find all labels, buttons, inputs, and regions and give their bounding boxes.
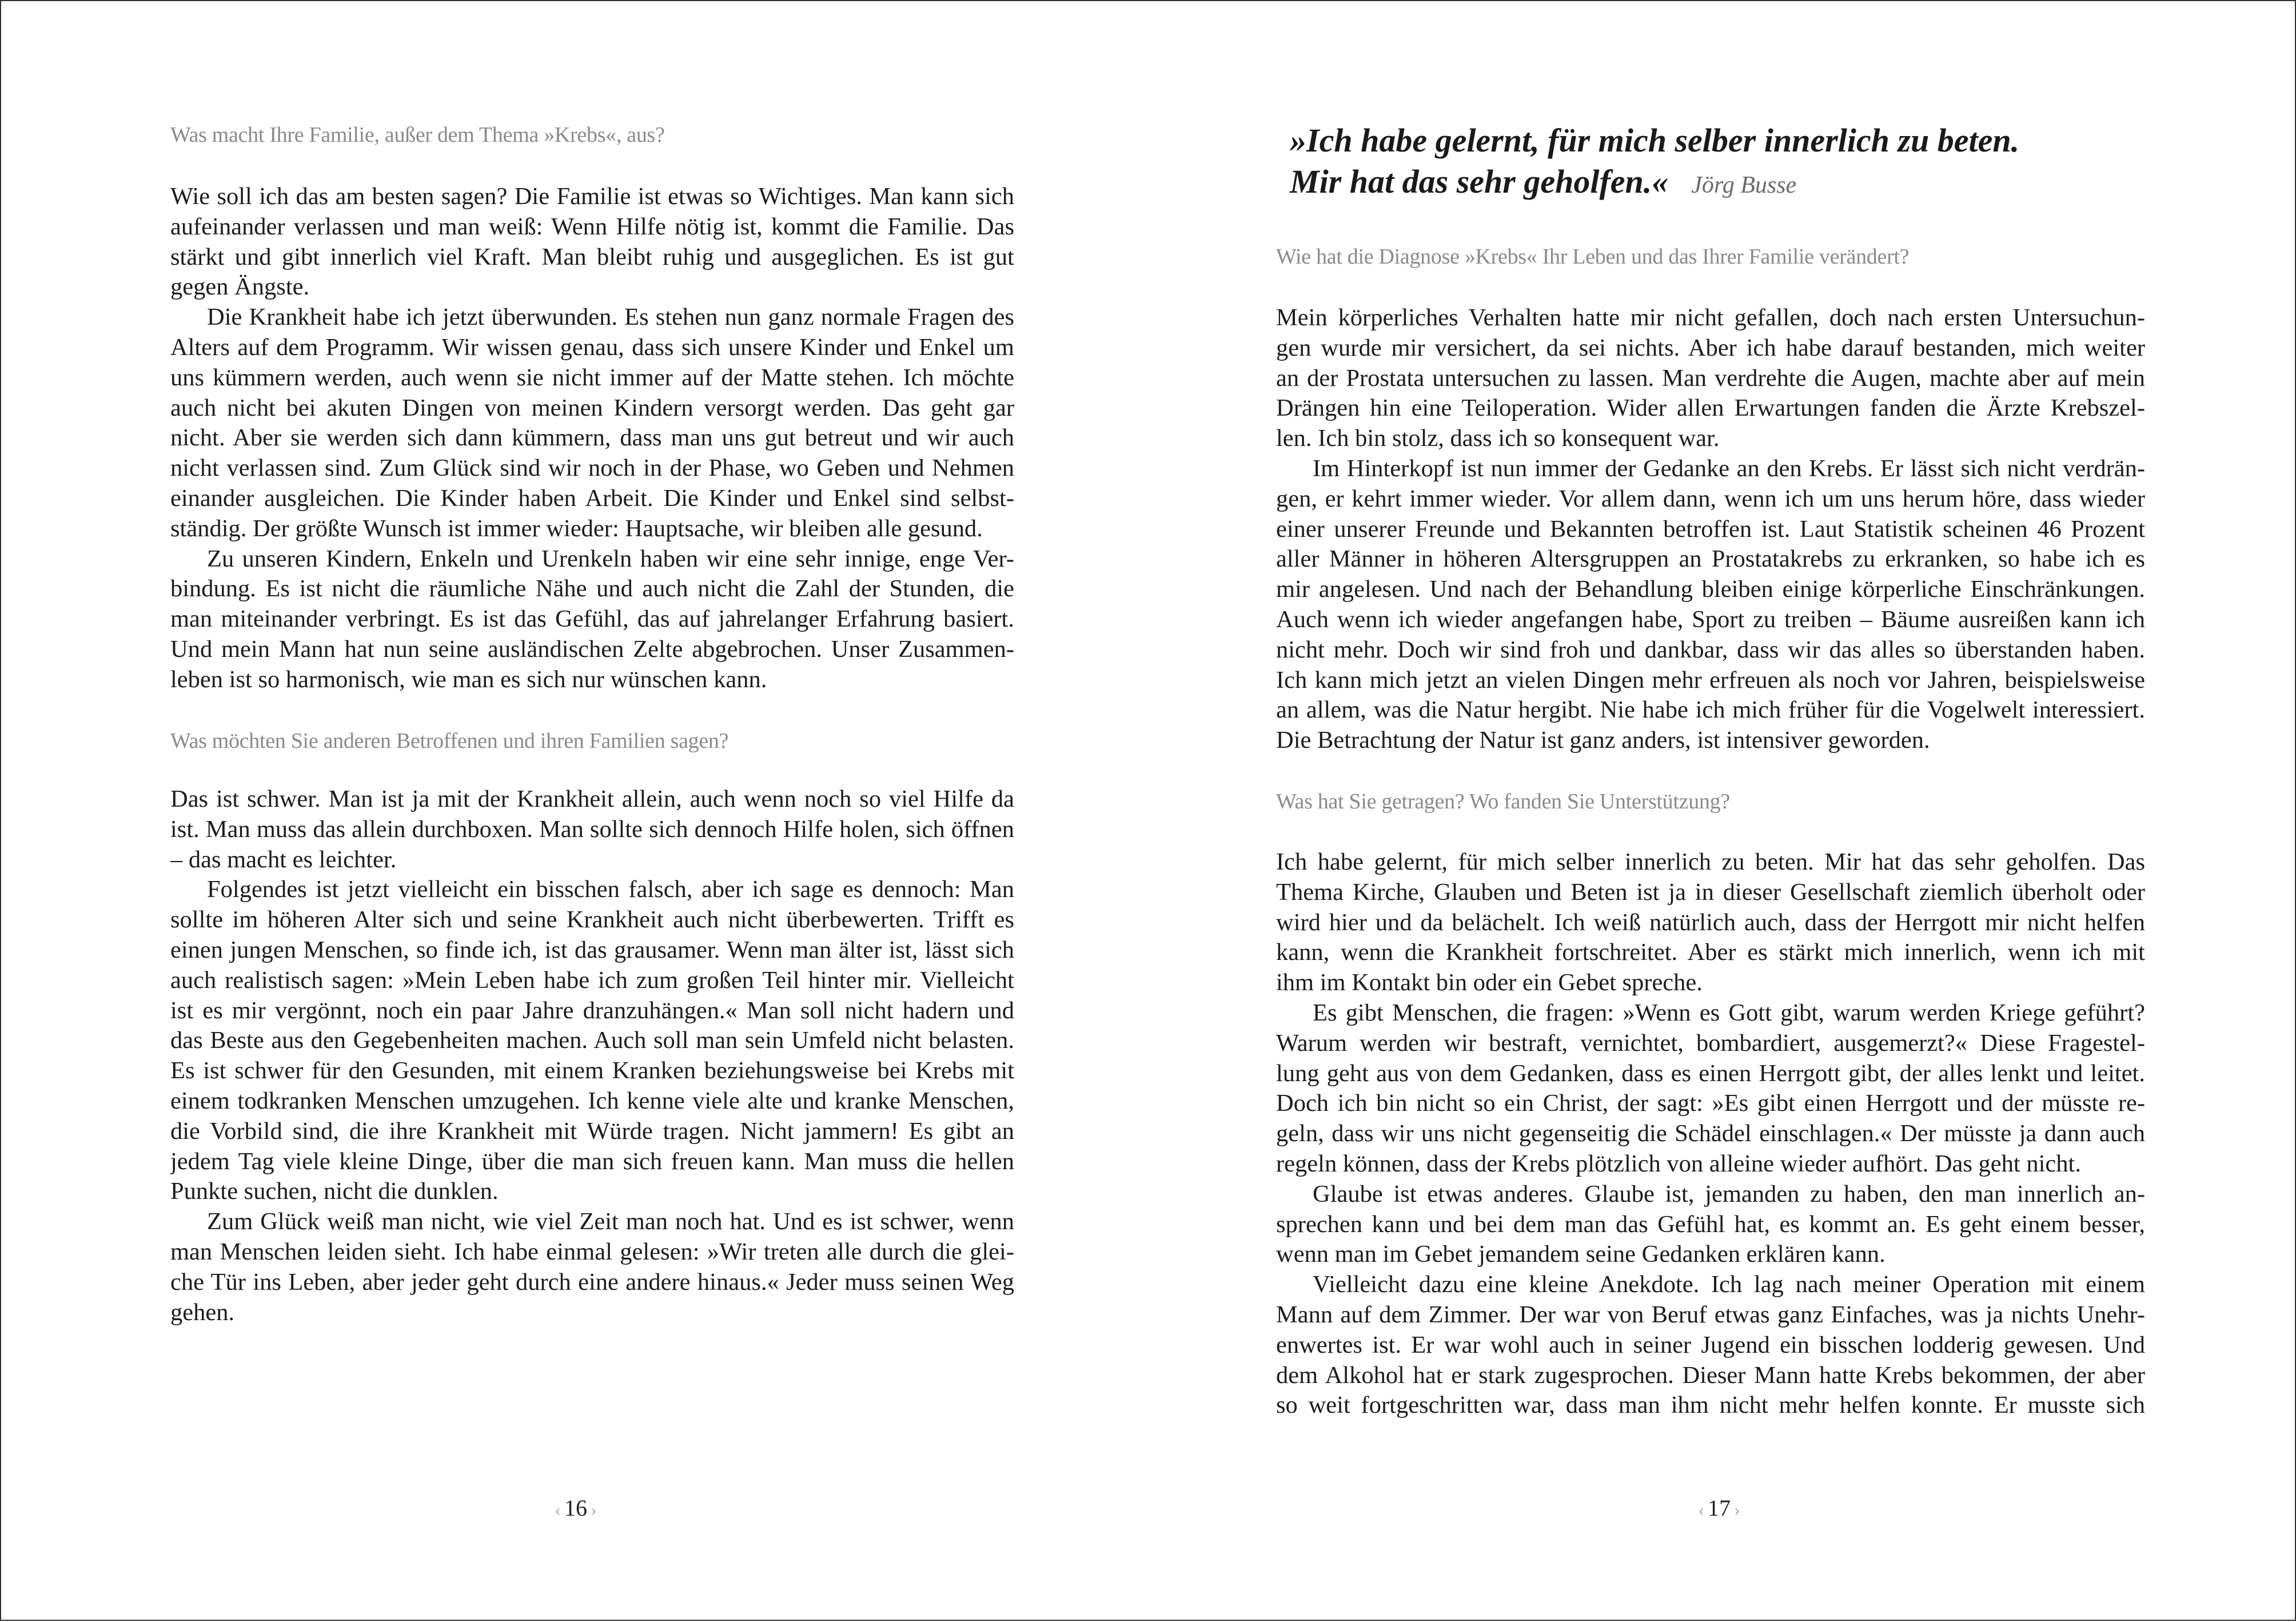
text-line: einen jungen Menschen, so finde ich, ist das grausamer. Wenn man älter ist, lässt sich [170, 936, 1014, 963]
text-line: Vielleicht dazu eine kleine Anekdote. Ich lag nach meiner Operation mit einem [1313, 1271, 2145, 1298]
text-line: kann, wenn die Krankheit fortschreitet. Aber es stärkt mich innerlich, wenn ich mit [1276, 939, 2145, 966]
page-number [551, 1495, 600, 1521]
text-line: an der Prostata untersuchen zu lassen. Man verdrehte die Augen, machte aber auf mein [1276, 364, 2145, 392]
text-line: Zum Glück weiß man nicht, wie viel Zeit man noch hat. Und es ist schwer, wenn [207, 1208, 1014, 1236]
text-line: nicht verlassen sind. Zum Glück sind wir noch in der Phase, wo Geben und Nehmen [170, 455, 1014, 482]
page-number-bracket-close: › [591, 1499, 597, 1520]
page-number-bracket-open: ‹ [555, 1499, 561, 1520]
text-line: ständig. Der größte Wunsch ist immer wieder: Hauptsache, wir bleiben alle gesund. [170, 515, 983, 542]
page-number-value: 17 [1708, 1495, 1731, 1521]
text-line: so weit fortgeschritten war, dass man ihm nicht mehr helfen konnte. Er musste sich [1276, 1392, 2145, 1419]
text-line: man miteinander verbringt. Es ist das Gefühl, das auf jahrelanger Erfahrung basiert. [170, 605, 1014, 633]
text-line: Doch ich bin nicht so ein Christ, der sagt: »Es gibt einen Herrgott und der müsste re- [1276, 1090, 2145, 1117]
text-line: auch nicht bei akuten Dingen von meinen Kindern versorgt werden. Das geht gar [170, 394, 1014, 421]
text-line: sprechen kann und bei dem man das Gefühl hat, es kommt an. Es geht einem besser, [1276, 1210, 2145, 1238]
text-line: regeln können, dass der Krebs plötzlich von alleine wieder aufhört. Das geht nicht. [1276, 1150, 2081, 1177]
pull-quote-line-1: »Ich habe gelernt, für mich selber innerlich zu beten. [1290, 122, 2020, 159]
text-line: Punkte suchen, nicht die dunklen. [170, 1178, 499, 1205]
text-line: gen, er kehrt immer wieder. Vor allem dann, wenn ich um uns herum höre, dass wieder [1276, 485, 2145, 512]
text-line: Folgendes ist jetzt vielleicht ein bisschen falsch, aber ich sage es dennoch: Man [207, 876, 1014, 903]
page-16 [1, 1, 1149, 1622]
answer-text [170, 182, 1014, 695]
page-number-bracket-open: ‹ [1698, 1499, 1704, 1520]
page-number [1695, 1495, 1743, 1521]
interview-question: Wie hat die Diagnose »Krebs« Ihr Leben und das Ihrer Familie verändert? [1276, 245, 1910, 269]
text-line: sollte im höheren Alter sich und seine Krankheit auch nicht überbewerten. Trifft es [170, 906, 1014, 934]
text-line: gehen. [170, 1298, 235, 1326]
text-line: enwertes ist. Er war wohl auch in seiner Jugend ein bisschen lodderig gewesen. Und [1276, 1331, 2145, 1358]
text-line: Im Hinterkopf ist nun immer der Gedanke an den Krebs. Er lässt sich nicht verdrän- [1313, 455, 2145, 482]
text-line: leben ist so harmonisch, wie man es sich nur wünschen kann. [170, 665, 767, 693]
text-line: Ich habe gelernt, für mich selber innerlich zu beten. Mir hat das sehr geholfen. Das [1276, 848, 2145, 875]
text-line: dem Alkohol hat er stark zugesprochen. Dieser Mann hatte Krebs bekommen, der aber [1276, 1361, 2145, 1389]
text-line: an allem, was die Natur hergibt. Nie habe ich mich früher für die Vogelwelt interessiert. [1276, 696, 2145, 724]
page-number-value: 16 [564, 1495, 587, 1521]
text-line: gen wurde mir versichert, da sei nichts. Aber ich habe darauf bestanden, mich weiter [1276, 334, 2145, 361]
text-line: die Vorbild sind, die ihre Krankheit mit Würde tragen. Nicht jammern! Es gibt an [170, 1117, 1014, 1145]
quote-author: Jörg Busse [1691, 172, 1797, 198]
text-line: lung geht aus von dem Gedanken, dass es einen Herrgott gibt, der alles lenkt und leitet. [1276, 1059, 2145, 1087]
text-line: Die Krankheit habe ich jetzt überwunden. Es stehen nun ganz normale Fragen des [207, 304, 1014, 331]
text-line: jedem Tag viele kleine Dinge, über die man sich freuen kann. Man muss die hellen [170, 1147, 1014, 1175]
text-line: Drängen hin eine Teiloperation. Wider allen Erwartungen fanden die Ärzte Krebszel- [1276, 394, 2145, 422]
text-line: aufeinander verlassen und man weiß: Wenn Hilfe nötig ist, kommt die Familie. Das [170, 213, 1014, 240]
text-line: geln, dass wir uns nicht gegenseitig die Schädel einschlagen.« Der müsste ja dann auch [1276, 1120, 2145, 1147]
text-line: Ich kann mich jetzt an vielen Dingen mehr erfreuen als noch vor Jahren, beispielsweise [1276, 666, 2145, 694]
page-17 [1149, 1, 2296, 1622]
text-line: nicht mehr. Doch wir sind froh und dankbar, dass wir das alles so überstanden haben. [1276, 636, 2145, 663]
text-line: stärkt und gibt innerlich viel Kraft. Man bleibt ruhig und ausgeglichen. Es ist gut [170, 243, 1014, 270]
text-line: Glaube ist etwas anderes. Glaube ist, jemanden zu haben, den man innerlich an- [1313, 1180, 2145, 1207]
answer-text [1276, 847, 2145, 1421]
text-line: ihm im Kontakt bin oder ein Gebet spreche. [1276, 969, 1703, 997]
text-line: ist. Man muss das allein durchboxen. Man sollte sich dennoch Hilfe holen, sich öffnen [170, 815, 1014, 843]
text-line: Es gibt Menschen, die fragen: »Wenn es Gott gibt, warum werden Kriege geführt? [1313, 999, 2145, 1026]
interview-question: Was möchten Sie anderen Betroffenen und ihren Familien sagen? [170, 729, 729, 753]
text-line: Mann auf dem Zimmer. Der war von Beruf etwas ganz Einfaches, was ja nichts Unehr- [1276, 1301, 2145, 1328]
pull-quote-line-2-text: Mir hat das sehr geholfen.« [1290, 163, 1669, 200]
text-line: mir angelesen. Und nach der Behandlung bleiben einige körperliche Einschränkungen. [1276, 576, 2145, 603]
text-line: ist es mir vergönnt, noch ein paar Jahre dranzuhängen.« Man soll nicht hadern und [170, 997, 1014, 1024]
text-line: aller Männer in höheren Altersgruppen an Prostatakrebs zu erkranken, so habe ich es [1276, 545, 2145, 573]
text-line: man Menschen leiden sieht. Ich habe einmal gelesen: »Wir treten alle durch die glei- [170, 1238, 1014, 1265]
pull-quote [1290, 120, 2019, 206]
text-line: – das macht es leichter. [170, 846, 397, 873]
text-line: Es ist schwer für den Gesunden, mit einem Kranken beziehungsweise bei Krebs mit [170, 1057, 1014, 1085]
interview-question: Was hat Sie getragen? Wo fanden Sie Unterstützung? [1276, 790, 1730, 814]
text-line: einander ausgleichen. Die Kinder haben Arbeit. Die Kinder und Enkel sind selbst- [170, 484, 1014, 512]
text-line: Und mein Mann hat nun seine ausländischen Zelte abgebrochen. Unser Zusammen- [170, 635, 1014, 663]
text-line: Auch wenn ich wieder angefangen habe, Sport zu treiben – Bäume ausreißen kann ich [1276, 605, 2145, 633]
text-line: einer unserer Freunde und Bekannten betroffen ist. Laut Statistik scheinen 46 Prozent [1276, 515, 2145, 543]
text-line: Das ist schwer. Man ist ja mit der Krankheit allein, auch wenn noch so viel Hilfe da [170, 786, 1014, 812]
answer-text [170, 784, 1014, 1328]
text-line: auch realistisch sagen: »Mein Leben habe ich zum großen Teil hinter mir. Vielleicht [170, 966, 1014, 994]
text-line: Zu unseren Kindern, Enkeln und Urenkeln haben wir eine sehr innige, enge Ver- [207, 545, 1014, 572]
answer-text [1276, 303, 2145, 756]
text-line: Die Betrachtung der Natur ist ganz anders, ist intensiver geworden. [1276, 727, 1930, 754]
text-line: bindung. Es ist nicht die räumliche Nähe und auch nicht die Zahl der Stunden, die [170, 575, 1014, 603]
text-line: einem todkranken Menschen umzugehen. Ich kenne viele alte und kranke Menschen, [170, 1087, 1014, 1114]
text-line: wird hier und da belächelt. Ich weiß natürlich auch, dass der Herrgott mir nicht helfen [1276, 908, 2145, 936]
page-number-bracket-close: › [1734, 1499, 1740, 1520]
text-line: Wie soll ich das am besten sagen? Die Familie ist etwas so Wichtiges. Man kann sich [170, 183, 1014, 210]
text-line: che Tür ins Leben, aber jeder geht durch eine andere hinaus.« Jeder muss seinen Weg [170, 1268, 1014, 1296]
text-line: Alters auf dem Programm. Wir wissen genau, dass sich unsere Kinder und Enkel um [170, 333, 1014, 361]
pull-quote-line-2 [1290, 161, 2019, 206]
text-line: wenn man im Gebet jemandem seine Gedanken erklären kann. [1276, 1241, 1886, 1268]
interview-question: Was macht Ihre Familie, außer dem Thema »Krebs«, aus? [170, 123, 665, 147]
text-line: Mein körperliches Verhalten hatte mir nicht gefallen, doch nach ersten Untersuchun- [1276, 304, 2145, 331]
text-line: len. Ich bin stolz, dass ich so konsequent war. [1276, 425, 1720, 452]
text-line: das Beste aus den Gegebenheiten machen. Auch soll man sein Umfeld nicht belasten. [170, 1027, 1014, 1054]
text-line: nicht. Aber sie werden sich dann kümmern, dass man uns gut betreut und wir auch [170, 424, 1014, 452]
text-line: Thema Kirche, Glauben und Beten ist ja in dieser Gesellschaft ziemlich überholt oder [1276, 878, 2145, 906]
text-line: Warum werden wir bestraft, vernichtet, bombardiert, ausgemerzt?« Diese Fragestel- [1276, 1029, 2145, 1057]
text-line: gegen Ängste. [170, 273, 310, 301]
text-line: uns kümmern werden, auch wenn sie nicht immer auf der Matte stehen. Ich möchte [170, 364, 1014, 391]
